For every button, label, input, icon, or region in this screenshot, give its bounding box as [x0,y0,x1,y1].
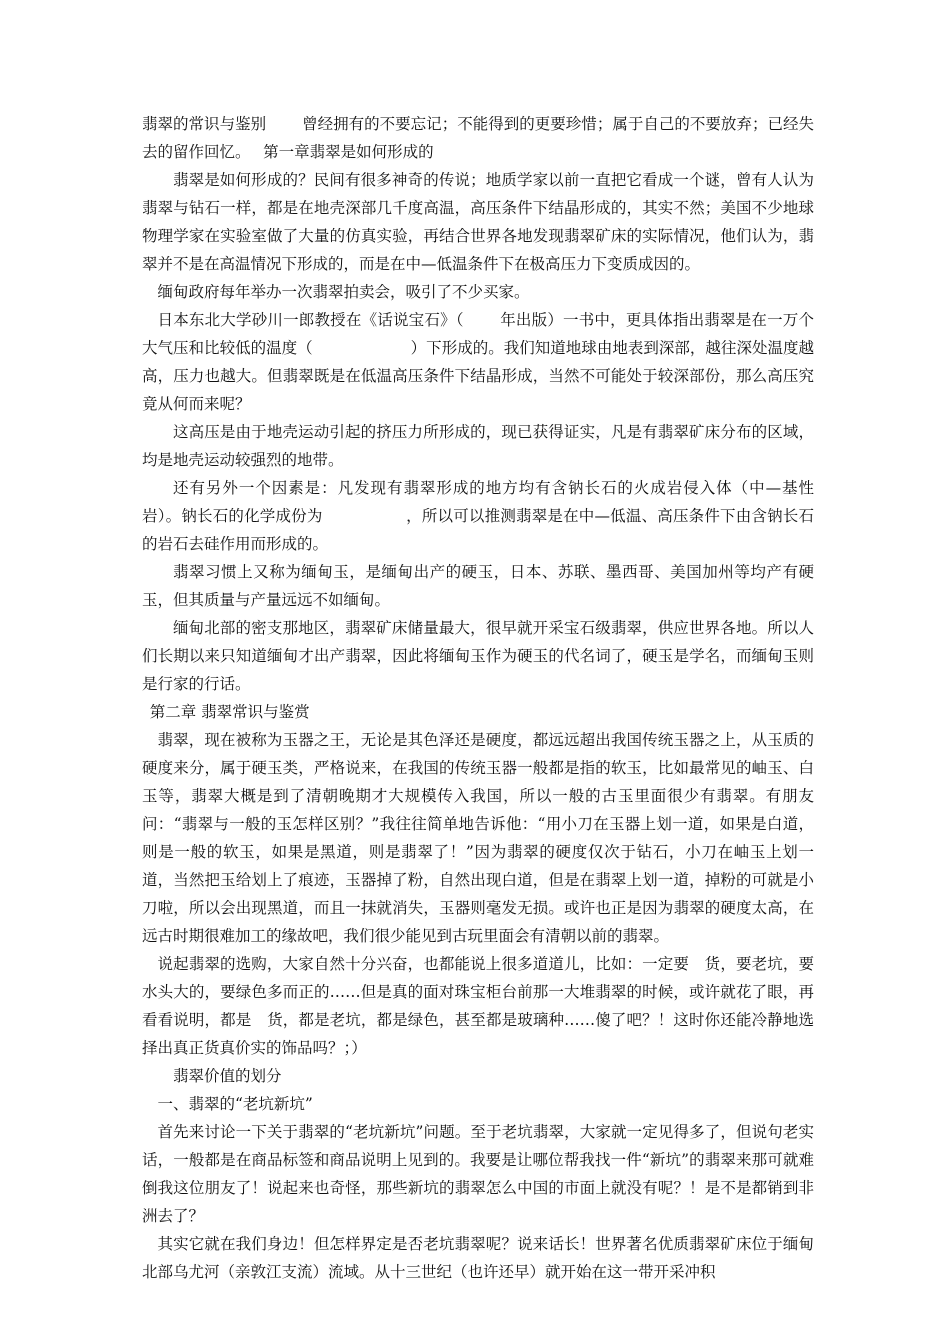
document-page [142,110,814,1286]
paragraph-king-of-jade: 翡翠，现在被称为玉器之王，无论是其色泽还是硬度，都远远超出我国传统玉器之上，从玉质的硬度来分，属于硬玉类，严格说来，在我国的传统玉器一般都是指的软玉，比如最常见的岫玉、白玉等，翡翠大概是到了清朝晚期才大规模传入我国，所以一般的古玉里面很少有翡翠。有朋友问：“翡翠与一般的玉怎样区别？”我往往简单地告诉他：“用小刀在玉器上划一道，如果是白道，则是一般的软玉，如果是黑道，则是翡翠了！”因为翡翠的硬度仅次于钻石，小刀在岫玉上划一道，当然把玉给划上了痕迹，玉器掉了粉，自然出现白道，但是在翡翠上划一道，掉粉的可就是小刀啦，所以会出现黑道，而且一抹就消失，玉器则毫发无损。或许也正是因为翡翠的硬度太高，在远古时期很难加工的缘故吧，我们很少能见到古玩里面会有清朝以前的翡翠。 [142,731,814,945]
chapter-two-heading: 第二章 翡翠常识与鉴赏 [149,703,310,721]
paragraph-myitkyina: 缅甸北部的密支那地区，翡翠矿床储量最大，很早就开采宝石级翡翠，供应世界各地。所以人们长期以来只知道缅甸才出产翡翠，因此将缅甸玉作为硬玉的代名词了，硬玉是学名，而缅甸玉则是行家的行话。 [142,619,814,693]
paragraph-pressure: 这高压是由于地壳运动引起的挤压力所形成的，现已获得证实，凡是有翡翠矿床分布的区域，均是地壳运动较强烈的地带。 [142,423,814,469]
intro-paragraph: 翡翠的常识与鉴别 曾经拥有的不要忘记；不能得到的更要珍惜；属于自己的不要放弃；已经失去的留作回忆。 第一章翡翠是如何形成的 [142,115,814,161]
section-one-heading: 一、翡翠的“老坑新坑” [157,1095,313,1113]
value-heading: 翡翠价值的划分 [173,1067,282,1085]
paragraph-uru-river: 其实它就在我们身边！但怎样界定是否老坑翡翠呢？说来话长！世界著名优质翡翠矿床位于缅甸北部乌尤河（亲敦江支流）流域。从十三世纪（也许还早）就开始在这一带开采冲积 [142,1235,814,1281]
paragraph-auction: 缅甸政府每年举办一次翡翠拍卖会，吸引了不少买家。 [157,283,530,301]
paragraph-albite: 还有另外一个因素是：凡发现有翡翠形成的地方均有含钠长石的火成岩侵入体（中—基性岩）。钠长石的化学成份为 ，所以可以推测翡翠是在中—低温、高压条件下由含钠长石的岩石去硅作用而形成的。 [142,479,814,553]
paragraph-old-new-pit: 首先来讨论一下关于翡翠的“老坑新坑”问题。至于老坑翡翠，大家就一定见得多了，但说句老实话，一般都是在商品标签和商品说明上见到的。我要是让哪位帮我找一件“新坑”的翡翠来那可就难倒我这位朋友了！说起来也奇怪，那些新坑的翡翠怎么中国的市面上就没有呢？！是不是都销到非洲去了？ [142,1123,814,1225]
paragraph-burma-jade: 翡翠习惯上又称为缅甸玉，是缅甸出产的硬玉，日本、苏联、墨西哥、美国加州等均产有硬玉，但其质量与产量远远不如缅甸。 [142,563,814,609]
paragraph-sunagawa: 日本东北大学砂川一郎教授在《话说宝石》（ 年出版）一书中，更具体指出翡翠是在一万个大气压和比较低的温度（ ）下形成的。我们知道地球由地表到深部，越往深处温度越高，压力也越大。但翡翠既是在低温高压条件下结晶形成，当然不可能处于较深部份，那么高压究竟从何而来呢？ [142,311,814,413]
paragraph-buying: 说起翡翠的选购，大家自然十分兴奋，也都能说上很多道道儿，比如：一定要 货，要老坑，要水头大的，要绿色多而正的……但是真的面对珠宝柜台前那一大堆翡翠的时候，或许就花了眼，再看看说明，都是 货，都是老坑，都是绿色，甚至都是玻璃种……傻了吧？！这时你还能冷静地选择出真正货真价实的饰品吗？；） [142,955,814,1057]
paragraph-formation: 翡翠是如何形成的？民间有很多神奇的传说；地质学家以前一直把它看成一个谜，曾有人认为翡翠与钻石一样，都是在地壳深部几千度高温，高压条件下结晶形成的，其实不然；美国不少地球物理学家在实验室做了大量的仿真实验，再结合世界各地发现翡翠矿床的实际情况，他们认为，翡翠并不是在高温情况下形成的，而是在中—低温条件下在极高压力下变质成因的。 [142,171,814,273]
